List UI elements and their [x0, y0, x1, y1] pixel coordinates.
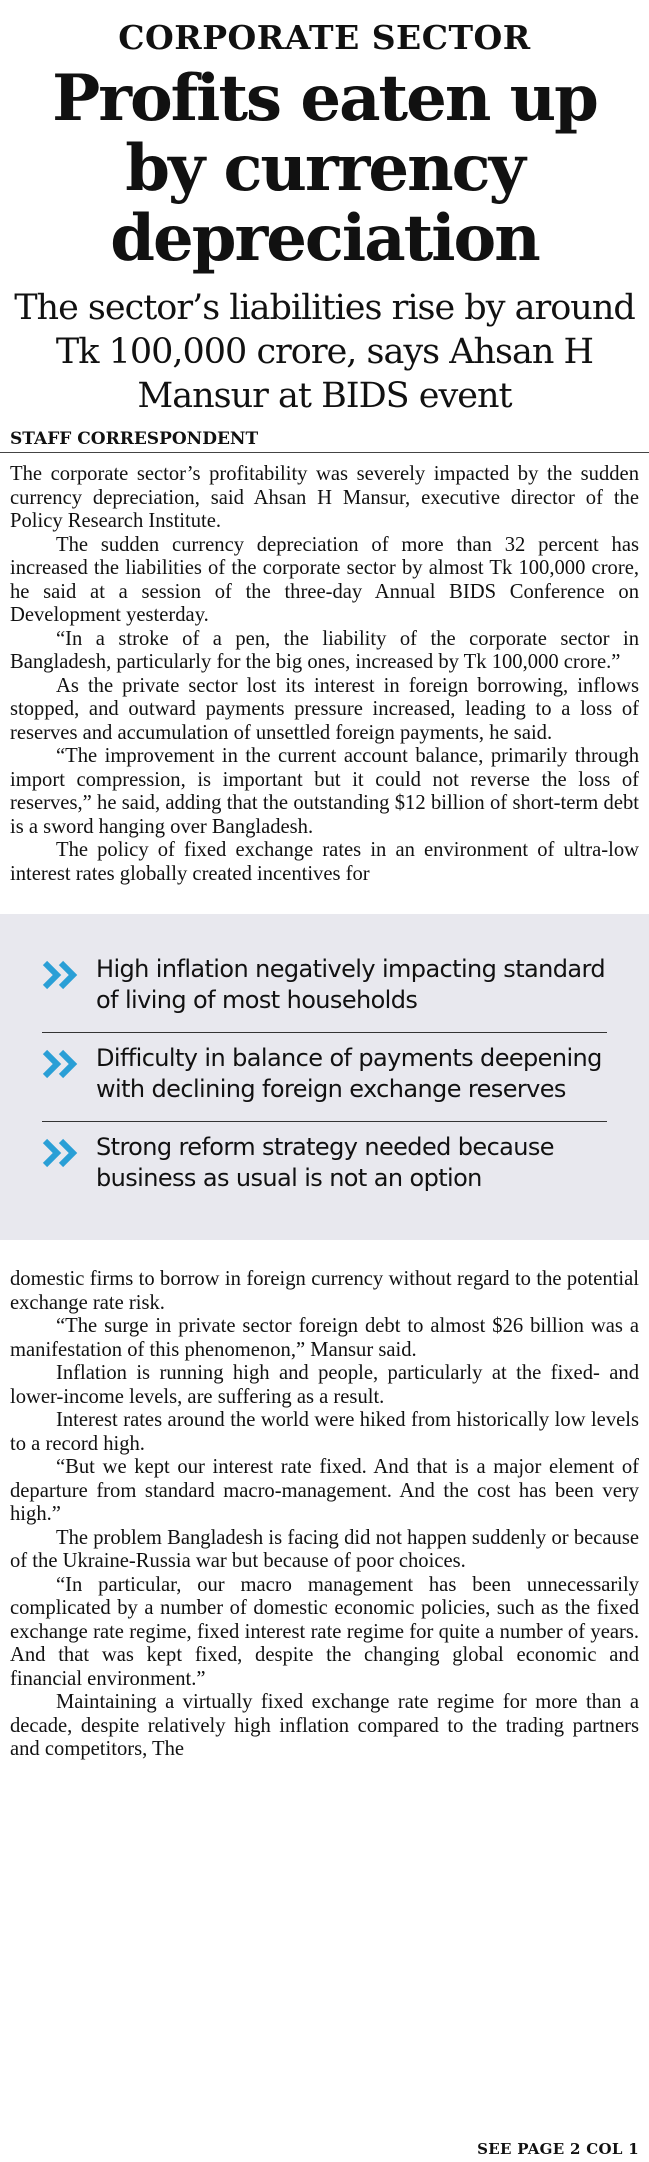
paragraph: Inflation is running high and people, particularly at the fixed- and lower-income levels, are suffering as a result. — [10, 1362, 639, 1408]
paragraph: domestic firms to borrow in foreign currency without regard to the potential exchange rate risk. — [10, 1268, 639, 1314]
continued-jump-line[interactable]: SEE PAGE 2 COL 1 — [477, 2140, 639, 2158]
article-body-bottom — [10, 1268, 639, 1762]
paragraph: “The improvement in the current account balance, primarily through import compression, is important but it could not reverse the loss of reserves,” he said, adding that the outstanding $12 billion of short-term debt is a sword hanging over Bangladesh. — [10, 745, 639, 838]
article-body-top — [10, 463, 639, 886]
paragraph: The corporate sector’s profitability was severely impacted by the sudden currency depreciation, said Ahsan H Mansur, executive director of the Policy Research Institute. — [10, 463, 639, 532]
paragraph: The policy of fixed exchange rates in an environment of ultra-low interest rates globally created incentives for — [10, 839, 639, 885]
paragraph: “But we kept our interest rate fixed. And that is a major element of departure from standard macro-management. And the cost has been very high.” — [10, 1456, 639, 1525]
highlights-box — [0, 914, 649, 1240]
byline: STAFF CORRESPONDENT — [10, 429, 259, 449]
subheadline: The sector’s liabilities rise by around Tk 100,000 crore, says Ahsan H Mansur at BIDS event — [14, 288, 635, 416]
byline-divider — [0, 452, 649, 453]
highlight-text: Strong reform strategy needed because business as usual is not an option — [96, 1133, 554, 1192]
paragraph: “The surge in private sector foreign debt to almost $26 billion was a manifestation of this phenomenon,” Mansur said. — [10, 1315, 639, 1361]
paragraph: The problem Bangladesh is facing did not happen suddenly or because of the Ukraine-Russia war but because of poor choices. — [10, 1526, 639, 1572]
highlight-text: Difficulty in balance of payments deepening with declining foreign exchange reserves — [96, 1044, 602, 1103]
double-chevron-right-icon — [42, 960, 80, 994]
section-kicker: CORPORATE SECTOR — [118, 18, 531, 57]
highlight-text: High inflation negatively impacting standard of living of most households — [96, 955, 605, 1014]
headline: Profits eaten up by currency depreciation — [52, 61, 597, 276]
double-chevron-right-icon — [42, 1138, 80, 1172]
paragraph: “In a stroke of a pen, the liability of the corporate sector in Bangladesh, particularly for the big ones, increased by Tk 100,000 crore.” — [10, 627, 639, 673]
highlight-item — [42, 1033, 607, 1122]
paragraph: Maintaining a virtually fixed exchange rate regime for more than a decade, despite relatively high inflation compared to the trading partners and competitors, The — [10, 1691, 639, 1760]
paragraph: As the private sector lost its interest in foreign borrowing, inflows stopped, and outward payments pressure increased, leading to a loss of reserves and accumulation of unsettled foreign payments, he said. — [10, 674, 639, 744]
double-chevron-right-icon — [42, 1049, 80, 1083]
paragraph: “In particular, our macro management has been unnecessarily complicated by a number of domestic economic policies, such as the fixed exchange rate regime, fixed interest rate regime for quite a number of years. And that was kept fixed, despite the changing global economic and financial environment.” — [10, 1573, 639, 1690]
highlight-item — [42, 944, 607, 1033]
paragraph: The sudden currency depreciation of more than 32 percent has increased the liabilities of the corporate sector by almost Tk 100,000 crore, he said at a session of the three-day Annual BIDS Conference on Development yesterday. — [10, 533, 639, 626]
paragraph: Interest rates around the world were hiked from historically low levels to a record high. — [10, 1409, 639, 1455]
highlight-item — [42, 1122, 607, 1210]
